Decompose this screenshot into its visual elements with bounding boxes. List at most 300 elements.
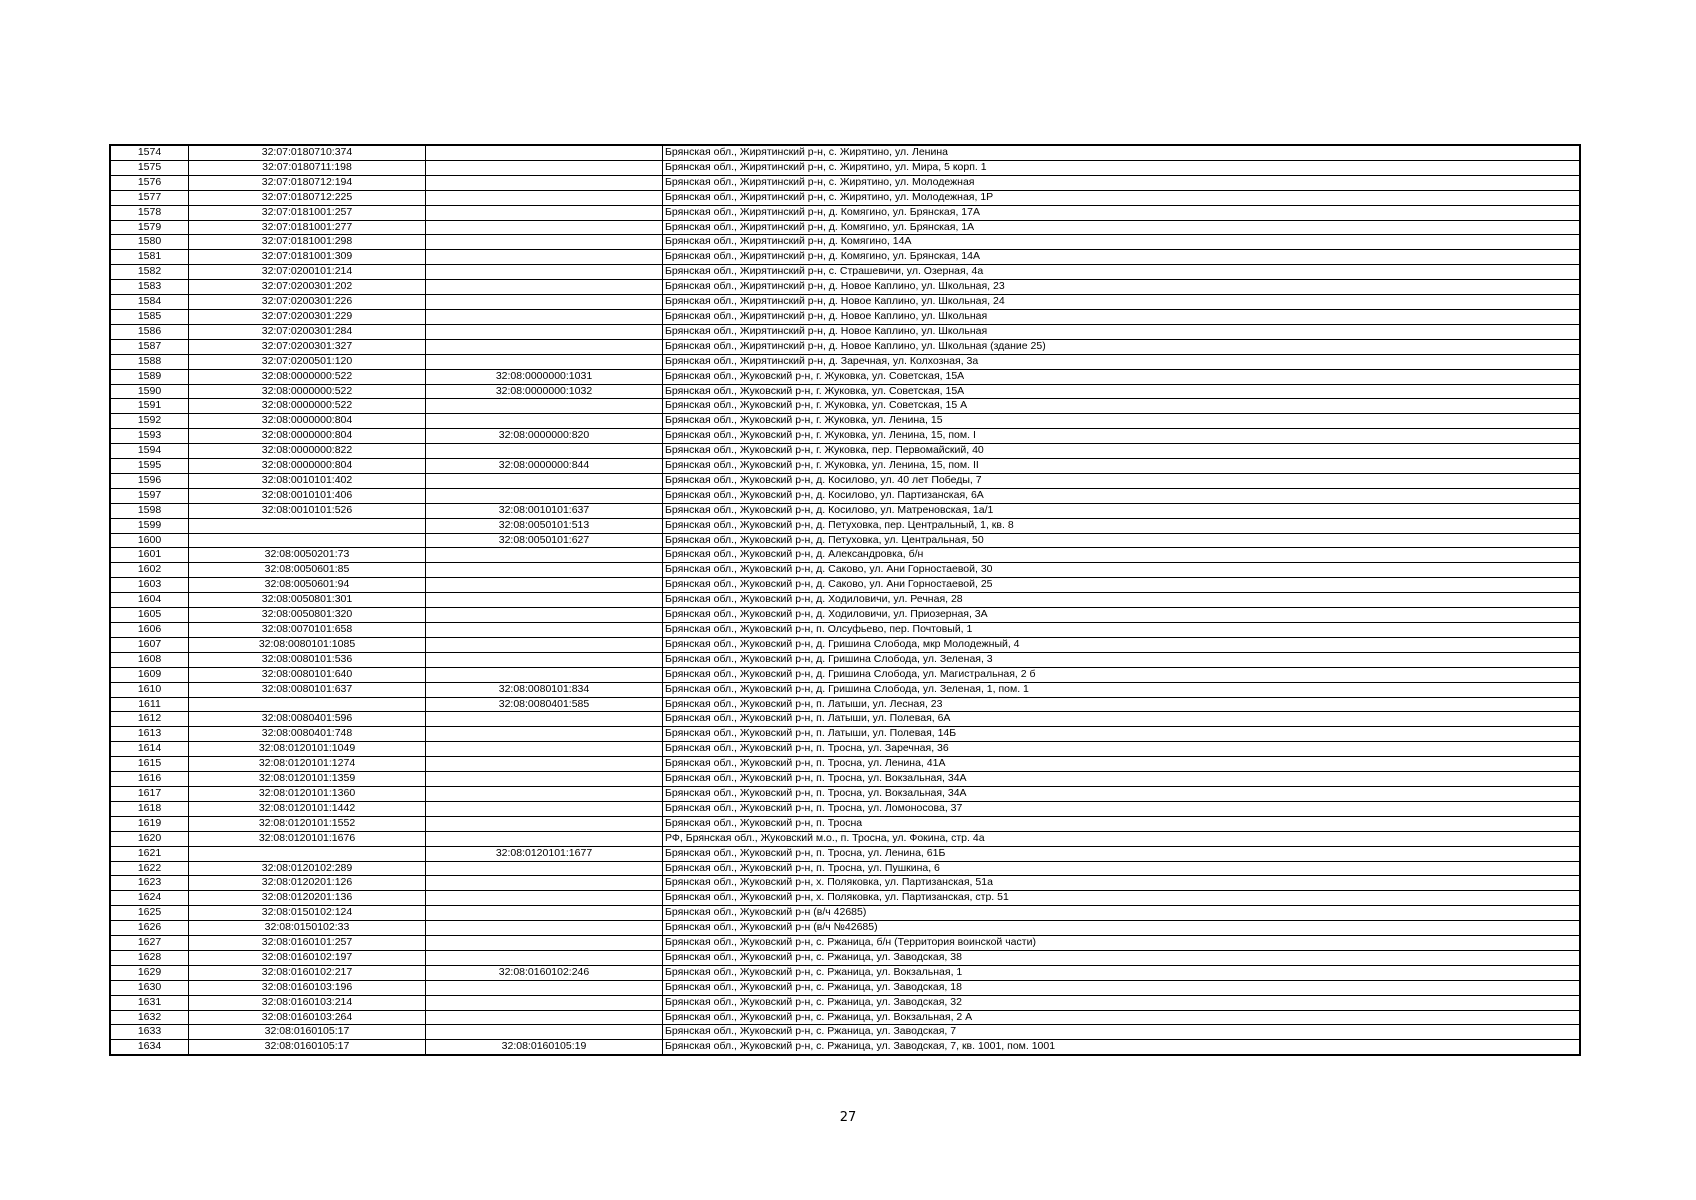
table-row <box>110 652 1580 667</box>
cadastral-number-cell: 32:08:0000000:804 <box>189 459 426 474</box>
row-number-cell: 1599 <box>110 518 189 533</box>
address-cell: Брянская обл., Жуковский р-н, п. Тросна, ул. Ленина, 41А <box>663 757 1581 772</box>
cadastral-number-cell: 32:07:0200501:120 <box>189 354 426 369</box>
address-cell: Брянская обл., Жуковский р-н, с. Ржаница, ул. Заводская, 38 <box>663 950 1581 965</box>
cadastral-number-cell: 32:08:0050201:73 <box>189 548 426 563</box>
address-cell: Брянская обл., Жирятинский р-н, с. Жирятино, ул. Ленина <box>663 145 1581 160</box>
row-number-cell: 1592 <box>110 414 189 429</box>
related-cadastral-number-cell <box>426 995 663 1010</box>
row-number-cell: 1600 <box>110 533 189 548</box>
row-number-cell: 1583 <box>110 280 189 295</box>
table-row <box>110 235 1580 250</box>
related-cadastral-number-cell: 32:08:0050101:513 <box>426 518 663 533</box>
cadastral-number-cell: 32:08:0010101:526 <box>189 503 426 518</box>
address-cell: Брянская обл., Жуковский р-н, с. Ржаница, ул. Заводская, 18 <box>663 980 1581 995</box>
address-cell: Брянская обл., Жуковский р-н, п. Тросна, ул. Вокзальная, 34А <box>663 786 1581 801</box>
cadastral-number-cell: 32:07:0181001:309 <box>189 250 426 265</box>
table-row <box>110 503 1580 518</box>
address-cell: Брянская обл., Жуковский р-н, п. Тросна, ул. Вокзальная, 34А <box>663 772 1581 787</box>
related-cadastral-number-cell <box>426 980 663 995</box>
table-row <box>110 593 1580 608</box>
table-row <box>110 936 1580 951</box>
table-row <box>110 444 1580 459</box>
related-cadastral-number-cell <box>426 205 663 220</box>
related-cadastral-number-cell <box>426 354 663 369</box>
address-cell: Брянская обл., Жирятинский р-н, д. Комягино, ул. Брянская, 14А <box>663 250 1581 265</box>
row-number-cell: 1602 <box>110 563 189 578</box>
property-table <box>109 144 1581 1056</box>
address-cell: Брянская обл., Жуковский р-н, г. Жуковка, ул. Советская, 15А <box>663 369 1581 384</box>
table-row <box>110 921 1580 936</box>
table-row <box>110 324 1580 339</box>
row-number-cell: 1620 <box>110 831 189 846</box>
address-cell: Брянская обл., Жирятинский р-н, д. Новое Каплино, ул. Школьная <box>663 324 1581 339</box>
table-row <box>110 145 1580 160</box>
table-row <box>110 831 1580 846</box>
row-number-cell: 1591 <box>110 399 189 414</box>
address-cell: Брянская обл., Жирятинский р-н, д. Комягино, ул. Брянская, 1А <box>663 220 1581 235</box>
related-cadastral-number-cell <box>426 593 663 608</box>
table-row <box>110 1010 1580 1025</box>
address-cell: Брянская обл., Жуковский р-н, с. Ржаница, ул. Вокзальная, 2 А <box>663 1010 1581 1025</box>
address-cell: Брянская обл., Жуковский р-н (в/ч №42685) <box>663 921 1581 936</box>
cadastral-number-cell: 32:08:0000000:804 <box>189 414 426 429</box>
related-cadastral-number-cell <box>426 295 663 310</box>
address-cell: Брянская обл., Жуковский р-н, п. Латыши, ул. Полевая, 6А <box>663 712 1581 727</box>
address-cell: Брянская обл., Жуковский р-н, д. Петуховка, пер. Центральный, 1, кв. 8 <box>663 518 1581 533</box>
related-cadastral-number-cell <box>426 444 663 459</box>
row-number-cell: 1634 <box>110 1040 189 1055</box>
row-number-cell: 1607 <box>110 637 189 652</box>
cadastral-number-cell: 32:08:0000000:804 <box>189 429 426 444</box>
row-number-cell: 1582 <box>110 265 189 280</box>
cadastral-number-cell: 32:08:0080401:748 <box>189 727 426 742</box>
row-number-cell: 1617 <box>110 786 189 801</box>
related-cadastral-number-cell <box>426 339 663 354</box>
table-row <box>110 965 1580 980</box>
table-row <box>110 995 1580 1010</box>
row-number-cell: 1584 <box>110 295 189 310</box>
cadastral-number-cell: 32:08:0160102:197 <box>189 950 426 965</box>
address-cell: Брянская обл., Жуковский р-н, д. Косилово, ул. Партизанская, 6А <box>663 488 1581 503</box>
address-cell: Брянская обл., Жуковский р-н, г. Жуковка, ул. Ленина, 15, пом. II <box>663 459 1581 474</box>
table-row <box>110 533 1580 548</box>
related-cadastral-number-cell <box>426 399 663 414</box>
cadastral-number-cell <box>189 533 426 548</box>
address-cell: Брянская обл., Жуковский р-н, д. Гришина Слобода, ул. Зеленая, 3 <box>663 652 1581 667</box>
cadastral-number-cell: 32:07:0200301:327 <box>189 339 426 354</box>
address-cell: РФ, Брянская обл., Жуковский м.о., п. Тросна, ул. Фокина, стр. 4а <box>663 831 1581 846</box>
cadastral-number-cell: 32:07:0180711:198 <box>189 160 426 175</box>
address-cell: Брянская обл., Жуковский р-н, п. Тросна, ул. Пушкина, 6 <box>663 861 1581 876</box>
related-cadastral-number-cell <box>426 265 663 280</box>
row-number-cell: 1615 <box>110 757 189 772</box>
address-cell: Брянская обл., Жирятинский р-н, д. Комягино, ул. Брянская, 17А <box>663 205 1581 220</box>
cadastral-number-cell: 32:08:0120101:1442 <box>189 801 426 816</box>
row-number-cell: 1587 <box>110 339 189 354</box>
cadastral-number-cell: 32:07:0200301:229 <box>189 309 426 324</box>
related-cadastral-number-cell <box>426 280 663 295</box>
table-row <box>110 518 1580 533</box>
related-cadastral-number-cell <box>426 309 663 324</box>
table-row <box>110 399 1580 414</box>
row-number-cell: 1631 <box>110 995 189 1010</box>
address-cell: Брянская обл., Жуковский р-н, д. Александровка, б/н <box>663 548 1581 563</box>
related-cadastral-number-cell <box>426 324 663 339</box>
row-number-cell: 1597 <box>110 488 189 503</box>
address-cell: Брянская обл., Жуковский р-н, д. Саково, ул. Ани Горностаевой, 30 <box>663 563 1581 578</box>
cadastral-number-cell: 32:08:0000000:522 <box>189 369 426 384</box>
address-cell: Брянская обл., Жуковский р-н, с. Ржаница, б/н (Территория воинской части) <box>663 936 1581 951</box>
row-number-cell: 1632 <box>110 1010 189 1025</box>
address-cell: Брянская обл., Жуковский р-н, с. Ржаница, ул. Заводская, 7, кв. 1001, пом. 1001 <box>663 1040 1581 1055</box>
cadastral-number-cell: 32:08:0050801:320 <box>189 608 426 623</box>
row-number-cell: 1593 <box>110 429 189 444</box>
related-cadastral-number-cell <box>426 816 663 831</box>
table-row <box>110 667 1580 682</box>
address-cell: Брянская обл., Жуковский р-н, с. Ржаница, ул. Заводская, 7 <box>663 1025 1581 1040</box>
row-number-cell: 1588 <box>110 354 189 369</box>
related-cadastral-number-cell <box>426 652 663 667</box>
address-cell: Брянская обл., Жуковский р-н, х. Поляковка, ул. Партизанская, стр. 51 <box>663 891 1581 906</box>
cadastral-number-cell: 32:08:0070101:658 <box>189 623 426 638</box>
table-row <box>110 205 1580 220</box>
table-row <box>110 637 1580 652</box>
cadastral-number-cell: 32:08:0000000:822 <box>189 444 426 459</box>
cadastral-number-cell: 32:07:0200301:226 <box>189 295 426 310</box>
related-cadastral-number-cell: 32:08:0050101:627 <box>426 533 663 548</box>
row-number-cell: 1585 <box>110 309 189 324</box>
cadastral-number-cell: 32:08:0080101:1085 <box>189 637 426 652</box>
related-cadastral-number-cell <box>426 578 663 593</box>
cadastral-number-cell: 32:08:0120101:1274 <box>189 757 426 772</box>
row-number-cell: 1601 <box>110 548 189 563</box>
row-number-cell: 1576 <box>110 175 189 190</box>
row-number-cell: 1581 <box>110 250 189 265</box>
related-cadastral-number-cell <box>426 488 663 503</box>
cadastral-number-cell <box>189 846 426 861</box>
address-cell: Брянская обл., Жирятинский р-н, с. Жирятино, ул. Мира, 5 корп. 1 <box>663 160 1581 175</box>
row-number-cell: 1589 <box>110 369 189 384</box>
cadastral-number-cell: 32:07:0200101:214 <box>189 265 426 280</box>
table-row <box>110 265 1580 280</box>
table-row <box>110 563 1580 578</box>
address-cell: Брянская обл., Жирятинский р-н, д. Новое Каплино, ул. Школьная, 23 <box>663 280 1581 295</box>
row-number-cell: 1622 <box>110 861 189 876</box>
address-cell: Брянская обл., Жуковский р-н, п. Тросна, ул. Ленина, 61Б <box>663 846 1581 861</box>
row-number-cell: 1608 <box>110 652 189 667</box>
row-number-cell: 1577 <box>110 190 189 205</box>
address-cell: Брянская обл., Жуковский р-н, г. Жуковка, ул. Советская, 15А <box>663 384 1581 399</box>
related-cadastral-number-cell <box>426 220 663 235</box>
cadastral-number-cell <box>189 697 426 712</box>
address-cell: Брянская обл., Жирятинский р-н, с. Жирятино, ул. Молодежная <box>663 175 1581 190</box>
table-row <box>110 369 1580 384</box>
related-cadastral-number-cell <box>426 950 663 965</box>
row-number-cell: 1610 <box>110 682 189 697</box>
related-cadastral-number-cell <box>426 757 663 772</box>
row-number-cell: 1614 <box>110 742 189 757</box>
cadastral-number-cell: 32:07:0180712:194 <box>189 175 426 190</box>
table-row <box>110 757 1580 772</box>
table-row <box>110 175 1580 190</box>
table-row <box>110 772 1580 787</box>
address-cell: Брянская обл., Жуковский р-н, п. Тросна, ул. Ломоносова, 37 <box>663 801 1581 816</box>
related-cadastral-number-cell <box>426 772 663 787</box>
cadastral-number-cell: 32:08:0000000:522 <box>189 399 426 414</box>
table-row <box>110 473 1580 488</box>
cadastral-number-cell: 32:08:0160101:257 <box>189 936 426 951</box>
table-row <box>110 861 1580 876</box>
related-cadastral-number-cell <box>426 727 663 742</box>
row-number-cell: 1611 <box>110 697 189 712</box>
cadastral-number-cell: 32:07:0180712:225 <box>189 190 426 205</box>
table-row <box>110 414 1580 429</box>
address-cell: Брянская обл., Жуковский р-н, д. Косилово, ул. Матреновская, 1а/1 <box>663 503 1581 518</box>
row-number-cell: 1618 <box>110 801 189 816</box>
related-cadastral-number-cell: 32:08:0160105:19 <box>426 1040 663 1055</box>
address-cell: Брянская обл., Жуковский р-н, д. Косилово, ул. 40 лет Победы, 7 <box>663 473 1581 488</box>
cadastral-number-cell: 32:08:0120101:1676 <box>189 831 426 846</box>
row-number-cell: 1594 <box>110 444 189 459</box>
cadastral-number-cell: 32:08:0120101:1049 <box>189 742 426 757</box>
related-cadastral-number-cell <box>426 637 663 652</box>
row-number-cell: 1625 <box>110 906 189 921</box>
table-row <box>110 1040 1580 1055</box>
related-cadastral-number-cell <box>426 623 663 638</box>
related-cadastral-number-cell: 32:08:0000000:844 <box>426 459 663 474</box>
row-number-cell: 1596 <box>110 473 189 488</box>
address-cell: Брянская обл., Жуковский р-н, д. Гришина Слобода, ул. Магистральная, 2 б <box>663 667 1581 682</box>
related-cadastral-number-cell <box>426 1010 663 1025</box>
related-cadastral-number-cell <box>426 906 663 921</box>
table-row <box>110 891 1580 906</box>
row-number-cell: 1609 <box>110 667 189 682</box>
row-number-cell: 1616 <box>110 772 189 787</box>
table-row <box>110 906 1580 921</box>
table-row <box>110 1025 1580 1040</box>
related-cadastral-number-cell <box>426 921 663 936</box>
cadastral-number-cell: 32:08:0160103:264 <box>189 1010 426 1025</box>
address-cell: Брянская обл., Жирятинский р-н, д. Заречная, ул. Колхозная, 3а <box>663 354 1581 369</box>
related-cadastral-number-cell <box>426 608 663 623</box>
table-row <box>110 220 1580 235</box>
related-cadastral-number-cell: 32:08:0000000:820 <box>426 429 663 444</box>
row-number-cell: 1586 <box>110 324 189 339</box>
related-cadastral-number-cell: 32:08:0000000:1031 <box>426 369 663 384</box>
address-cell: Брянская обл., Жирятинский р-н, д. Новое Каплино, ул. Школьная, 24 <box>663 295 1581 310</box>
address-cell: Брянская обл., Жуковский р-н, х. Поляковка, ул. Партизанская, 51а <box>663 876 1581 891</box>
row-number-cell: 1606 <box>110 623 189 638</box>
cadastral-number-cell: 32:07:0181001:277 <box>189 220 426 235</box>
table-row <box>110 339 1580 354</box>
related-cadastral-number-cell <box>426 563 663 578</box>
cadastral-number-cell: 32:08:0010101:406 <box>189 488 426 503</box>
address-cell: Брянская обл., Жирятинский р-н, д. Новое Каплино, ул. Школьная (здание 25) <box>663 339 1581 354</box>
table-row <box>110 429 1580 444</box>
cadastral-number-cell: 32:08:0080101:637 <box>189 682 426 697</box>
cadastral-number-cell: 32:08:0000000:522 <box>189 384 426 399</box>
related-cadastral-number-cell <box>426 667 663 682</box>
cadastral-number-cell: 32:08:0160105:17 <box>189 1040 426 1055</box>
address-cell: Брянская обл., Жирятинский р-н, д. Комягино, 14А <box>663 235 1581 250</box>
related-cadastral-number-cell <box>426 473 663 488</box>
row-number-cell: 1590 <box>110 384 189 399</box>
related-cadastral-number-cell <box>426 936 663 951</box>
table-row <box>110 697 1580 712</box>
related-cadastral-number-cell <box>426 742 663 757</box>
address-cell: Брянская обл., Жуковский р-н, г. Жуковка, пер. Первомайский, 40 <box>663 444 1581 459</box>
related-cadastral-number-cell <box>426 145 663 160</box>
table-row <box>110 950 1580 965</box>
related-cadastral-number-cell: 32:08:0160102:246 <box>426 965 663 980</box>
address-cell: Брянская обл., Жуковский р-н, п. Олсуфьево, пер. Почтовый, 1 <box>663 623 1581 638</box>
cadastral-number-cell: 32:08:0160103:214 <box>189 995 426 1010</box>
cadastral-number-cell: 32:07:0200301:284 <box>189 324 426 339</box>
address-cell: Брянская обл., Жуковский р-н, п. Латыши, ул. Лесная, 23 <box>663 697 1581 712</box>
row-number-cell: 1626 <box>110 921 189 936</box>
table-row <box>110 459 1580 474</box>
related-cadastral-number-cell <box>426 548 663 563</box>
row-number-cell: 1613 <box>110 727 189 742</box>
table-row <box>110 578 1580 593</box>
table-row <box>110 488 1580 503</box>
table-row <box>110 608 1580 623</box>
table-row <box>110 548 1580 563</box>
row-number-cell: 1603 <box>110 578 189 593</box>
related-cadastral-number-cell <box>426 786 663 801</box>
row-number-cell: 1575 <box>110 160 189 175</box>
cadastral-number-cell: 32:08:0120102:289 <box>189 861 426 876</box>
row-number-cell: 1604 <box>110 593 189 608</box>
table-row <box>110 280 1580 295</box>
address-cell: Брянская обл., Жуковский р-н, г. Жуковка, ул. Советская, 15 А <box>663 399 1581 414</box>
address-cell: Брянская обл., Жуковский р-н, п. Тросна <box>663 816 1581 831</box>
cadastral-number-cell: 32:08:0150102:33 <box>189 921 426 936</box>
cadastral-number-cell: 32:08:0120101:1359 <box>189 772 426 787</box>
table-row <box>110 980 1580 995</box>
address-cell: Брянская обл., Жирятинский р-н, д. Новое Каплино, ул. Школьная <box>663 309 1581 324</box>
page-number: 27 <box>839 1110 857 1125</box>
cadastral-number-cell: 32:08:0050601:94 <box>189 578 426 593</box>
address-cell: Брянская обл., Жуковский р-н, д. Гришина Слобода, ул. Зеленая, 1, пом. 1 <box>663 682 1581 697</box>
table-row <box>110 160 1580 175</box>
table-row <box>110 846 1580 861</box>
cadastral-number-cell: 32:07:0180710:374 <box>189 145 426 160</box>
related-cadastral-number-cell <box>426 831 663 846</box>
related-cadastral-number-cell <box>426 175 663 190</box>
row-number-cell: 1595 <box>110 459 189 474</box>
cadastral-number-cell: 32:08:0080401:596 <box>189 712 426 727</box>
address-cell: Брянская обл., Жирятинский р-н, с. Жирятино, ул. Молодежная, 1Р <box>663 190 1581 205</box>
cadastral-number-cell: 32:08:0080101:536 <box>189 652 426 667</box>
cadastral-number-cell: 32:08:0160105:17 <box>189 1025 426 1040</box>
cadastral-number-cell: 32:08:0050801:301 <box>189 593 426 608</box>
related-cadastral-number-cell: 32:08:0080101:834 <box>426 682 663 697</box>
address-cell: Брянская обл., Жуковский р-н, д. Петуховка, ул. Центральная, 50 <box>663 533 1581 548</box>
table-row <box>110 190 1580 205</box>
related-cadastral-number-cell <box>426 891 663 906</box>
table-row <box>110 742 1580 757</box>
row-number-cell: 1621 <box>110 846 189 861</box>
related-cadastral-number-cell <box>426 250 663 265</box>
row-number-cell: 1628 <box>110 950 189 965</box>
address-cell: Брянская обл., Жуковский р-н, с. Ржаница, ул. Заводская, 32 <box>663 995 1581 1010</box>
address-cell: Брянская обл., Жуковский р-н, д. Ходиловичи, ул. Речная, 28 <box>663 593 1581 608</box>
row-number-cell: 1619 <box>110 816 189 831</box>
row-number-cell: 1605 <box>110 608 189 623</box>
address-cell: Брянская обл., Жуковский р-н, п. Тросна, ул. Заречная, 36 <box>663 742 1581 757</box>
table-row <box>110 682 1580 697</box>
address-cell: Брянская обл., Жуковский р-н, п. Латыши, ул. Полевая, 14Б <box>663 727 1581 742</box>
row-number-cell: 1580 <box>110 235 189 250</box>
row-number-cell: 1612 <box>110 712 189 727</box>
row-number-cell: 1627 <box>110 936 189 951</box>
table-row <box>110 727 1580 742</box>
cadastral-number-cell: 32:08:0160103:196 <box>189 980 426 995</box>
address-cell: Брянская обл., Жуковский р-н, г. Жуковка, ул. Ленина, 15 <box>663 414 1581 429</box>
table-row <box>110 712 1580 727</box>
row-number-cell: 1598 <box>110 503 189 518</box>
address-cell: Брянская обл., Жуковский р-н (в/ч 42685) <box>663 906 1581 921</box>
table-body <box>110 145 1580 1055</box>
row-number-cell: 1623 <box>110 876 189 891</box>
row-number-cell: 1629 <box>110 965 189 980</box>
table-row <box>110 384 1580 399</box>
table-row <box>110 801 1580 816</box>
cadastral-number-cell: 32:08:0160102:217 <box>189 965 426 980</box>
related-cadastral-number-cell: 32:08:0080401:585 <box>426 697 663 712</box>
table-row <box>110 295 1580 310</box>
related-cadastral-number-cell <box>426 861 663 876</box>
table-row <box>110 250 1580 265</box>
cadastral-number-cell <box>189 518 426 533</box>
row-number-cell: 1579 <box>110 220 189 235</box>
related-cadastral-number-cell: 32:08:0120101:1677 <box>426 846 663 861</box>
cadastral-number-cell: 32:08:0120201:136 <box>189 891 426 906</box>
row-number-cell: 1574 <box>110 145 189 160</box>
cadastral-number-cell: 32:08:0120101:1552 <box>189 816 426 831</box>
cadastral-number-cell: 32:08:0150102:124 <box>189 906 426 921</box>
cadastral-number-cell: 32:08:0120201:126 <box>189 876 426 891</box>
row-number-cell: 1633 <box>110 1025 189 1040</box>
table-row <box>110 786 1580 801</box>
row-number-cell: 1630 <box>110 980 189 995</box>
related-cadastral-number-cell <box>426 801 663 816</box>
related-cadastral-number-cell <box>426 1025 663 1040</box>
table-row <box>110 816 1580 831</box>
related-cadastral-number-cell <box>426 160 663 175</box>
address-cell: Брянская обл., Жуковский р-н, д. Ходиловичи, ул. Приозерная, 3А <box>663 608 1581 623</box>
table-row <box>110 309 1580 324</box>
related-cadastral-number-cell <box>426 235 663 250</box>
row-number-cell: 1624 <box>110 891 189 906</box>
row-number-cell: 1578 <box>110 205 189 220</box>
cadastral-number-cell: 32:07:0181001:257 <box>189 205 426 220</box>
related-cadastral-number-cell <box>426 414 663 429</box>
address-cell: Брянская обл., Жуковский р-н, д. Гришина Слобода, мкр Молодежный, 4 <box>663 637 1581 652</box>
address-cell: Брянская обл., Жуковский р-н, г. Жуковка, ул. Ленина, 15, пом. I <box>663 429 1581 444</box>
cadastral-number-cell: 32:08:0010101:402 <box>189 473 426 488</box>
address-cell: Брянская обл., Жирятинский р-н, с. Страшевичи, ул. Озерная, 4а <box>663 265 1581 280</box>
related-cadastral-number-cell <box>426 712 663 727</box>
cadastral-number-cell: 32:07:0181001:298 <box>189 235 426 250</box>
cadastral-number-cell: 32:08:0050601:85 <box>189 563 426 578</box>
address-cell: Брянская обл., Жуковский р-н, д. Саково, ул. Ани Горностаевой, 25 <box>663 578 1581 593</box>
cadastral-number-cell: 32:07:0200301:202 <box>189 280 426 295</box>
table-row <box>110 623 1580 638</box>
related-cadastral-number-cell <box>426 876 663 891</box>
